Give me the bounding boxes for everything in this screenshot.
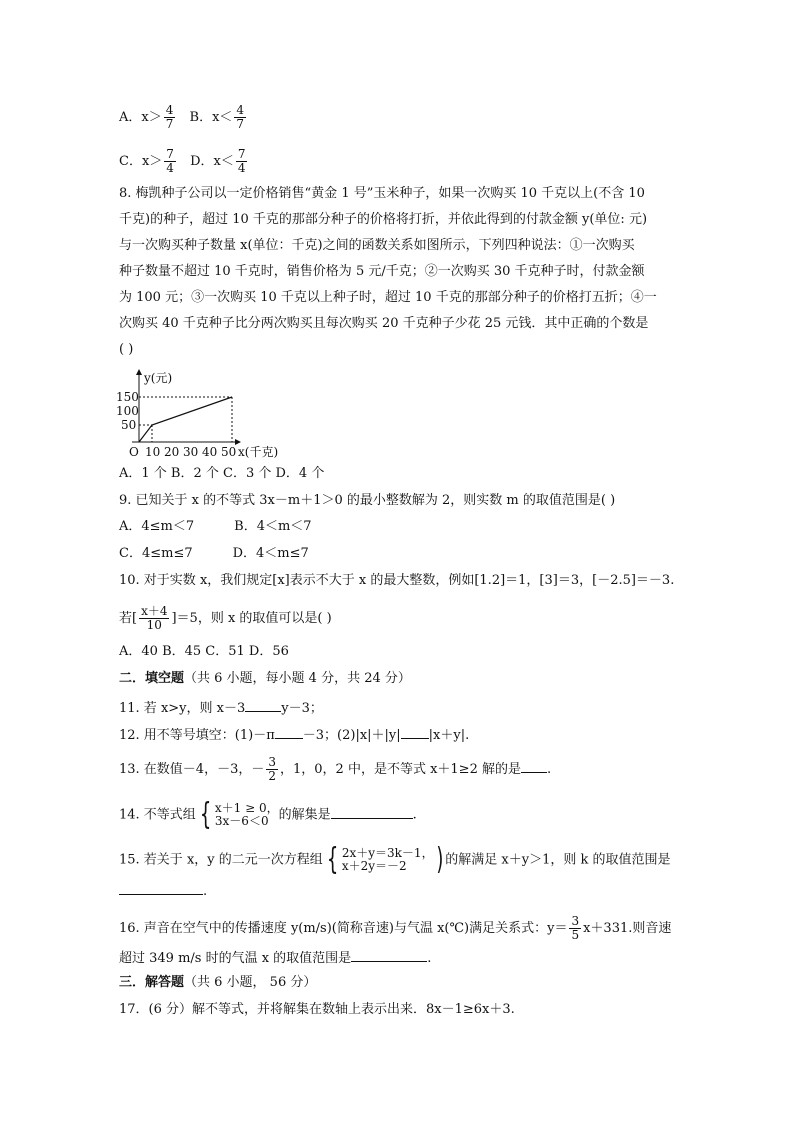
q17: 17．(6 分）解不等式，并将解集在数轴上表示出来．8x－1≥6x＋3. (119, 1002, 515, 1017)
answer-blank[interactable] (331, 804, 413, 819)
fraction: $\frac{x+4}{10}$ (141, 604, 168, 632)
fraction: $\frac{4}{7}$ (165, 103, 174, 131)
x-tick-label: 40 (202, 445, 218, 459)
q8-line: 种子数量不超过 10 千克时，销售价格为 5 元/千克；②一次购买 30 千克种子时，付款金额 (119, 264, 645, 279)
q7-options-ab: A．x＞ $\frac{4}{7}$ B．x＜ $\frac{4}{7}$ (119, 103, 245, 131)
q8-line: 千克)的种子，超过 10 千克的那部分种子的价格将打折，并依此得到的付款金额 y(单位: 元) (119, 212, 648, 227)
q8-line: 8. 梅凯种子公司以一定价格销售“黄金 1 号”玉米种子，如果一次购买 10 千克以上(不含 10 (119, 186, 645, 201)
q9-options-cd: C．4≤m≤7 D．4＜m≤7 (119, 546, 309, 561)
answer-blank[interactable] (521, 758, 547, 773)
x-axis-label: x(千克) (238, 445, 279, 459)
answer-blank[interactable] (351, 947, 427, 962)
q9-options-ab: A．4≤m＜7 B．4＜m＜7 (119, 519, 312, 534)
q8-line: 与一次购买种子数量 x(单位：千克)之间的函数关系如图所示，下列四种说法：①一次购买 (119, 238, 635, 253)
q8-function-graph (112, 366, 302, 462)
fraction: $\frac{4}{7}$ (236, 103, 245, 131)
fraction: $\frac{7}{4}$ (166, 147, 174, 175)
equation-system: { 2x＋y＝3k－1， x＋2y＝－2 ) (326, 842, 443, 877)
fraction: $\frac{7}{4}$ (237, 147, 246, 175)
origin-label: O (129, 445, 139, 459)
answer-blank[interactable] (119, 880, 203, 895)
q16: 16. 声音在空气中的传播速度 y(m/s)(简称音速)与气温 x(℃)满足关系式：y＝ $\frac{3}{5}$ x＋331.则音速 (119, 914, 672, 942)
y-tick-label: 100 (116, 404, 139, 418)
x-tick-label: 10 (145, 445, 161, 459)
y-tick-label: 150 (116, 390, 139, 404)
q16-line2: 超过 349 m/s 时的气温 x 的取值范围是 . (119, 947, 431, 968)
q8-options: A．1 个 B．2 个 C．3 个 D．4 个 (119, 466, 325, 481)
q10-stem: 10. 对于实数 x，我们规定[x]表示不大于 x 的最大整数，例如[1.2]＝1，[3]＝3，[－2.5]＝－3. (119, 573, 675, 588)
q7-options-cd: C．x＞ $\frac{7}{4}$ D．x＜ $\frac{7}{4}$ (119, 147, 246, 175)
fraction: $\frac{3}{5}$ (571, 914, 580, 942)
q13: 13. 在数值－4，－3，－ $\frac{3}{2}$ ，1，0，2 中，是不等式 x＋1≥2 解的是 . (119, 755, 552, 783)
x-tick-label: 30 (183, 445, 199, 459)
y-tick-label: 50 (121, 418, 137, 432)
q14: 14. 不等式组 { x＋1 ≥ 0， 3x－6＜0 的解集是 . (119, 797, 417, 832)
q8-line: 次购买 40 千克种子比分两次购买且每次购买 20 千克种子少花 25 元钱．其中正确的个数是 (119, 316, 649, 331)
q8-line: 为 100 元；③一次购买 10 千克以上种子时，超过 10 千克的那部分种子的价格打五折；④一 (119, 290, 657, 305)
q10-options: A．40 B．45 C．51 D．56 (119, 644, 289, 659)
price-line (139, 397, 232, 442)
q9-stem: 9. 已知关于 x 的不等式 3x－m＋1＞0 的最小整数解为 2，则实数 m 的取值范围是( ) (119, 493, 616, 508)
q12: 12. 用不等号填空：(1)－π －3；(2)|x|＋|y| |x＋y|. (119, 724, 469, 745)
x-tick-label: 50 (221, 445, 237, 459)
q8-line: ( ) (119, 342, 134, 357)
y-axis-label: y(元) (144, 371, 173, 385)
q15-answer-line: . (119, 880, 207, 901)
x-tick-label: 20 (164, 445, 180, 459)
q15: 15. 若关于 x，y 的二元一次方程组 { 2x＋y＝3k－1， x＋2y＝－2 ) 的解满足 x＋y＞1，则 k 的取值范围是 (119, 842, 671, 877)
answer-blank[interactable] (245, 697, 281, 712)
section-2-heading: 二．填空题（共 6 小题，每小题 4 分，共 24 分） (119, 671, 411, 686)
answer-blank[interactable] (401, 724, 429, 739)
q11: 11. 若 x>y，则 x－3 y－3； (119, 697, 323, 718)
section-3-heading: 三．解答题（共 6 小题， 56 分） (119, 975, 317, 990)
q10-line2: 若[ $\frac{x+4}{10}$ ]＝5，则 x 的取值可以是( ) (119, 604, 332, 632)
answer-blank[interactable] (275, 724, 303, 739)
fraction: $\frac{3}{2}$ (268, 755, 276, 783)
equation-system: { x＋1 ≥ 0， 3x－6＜0 (199, 797, 279, 832)
